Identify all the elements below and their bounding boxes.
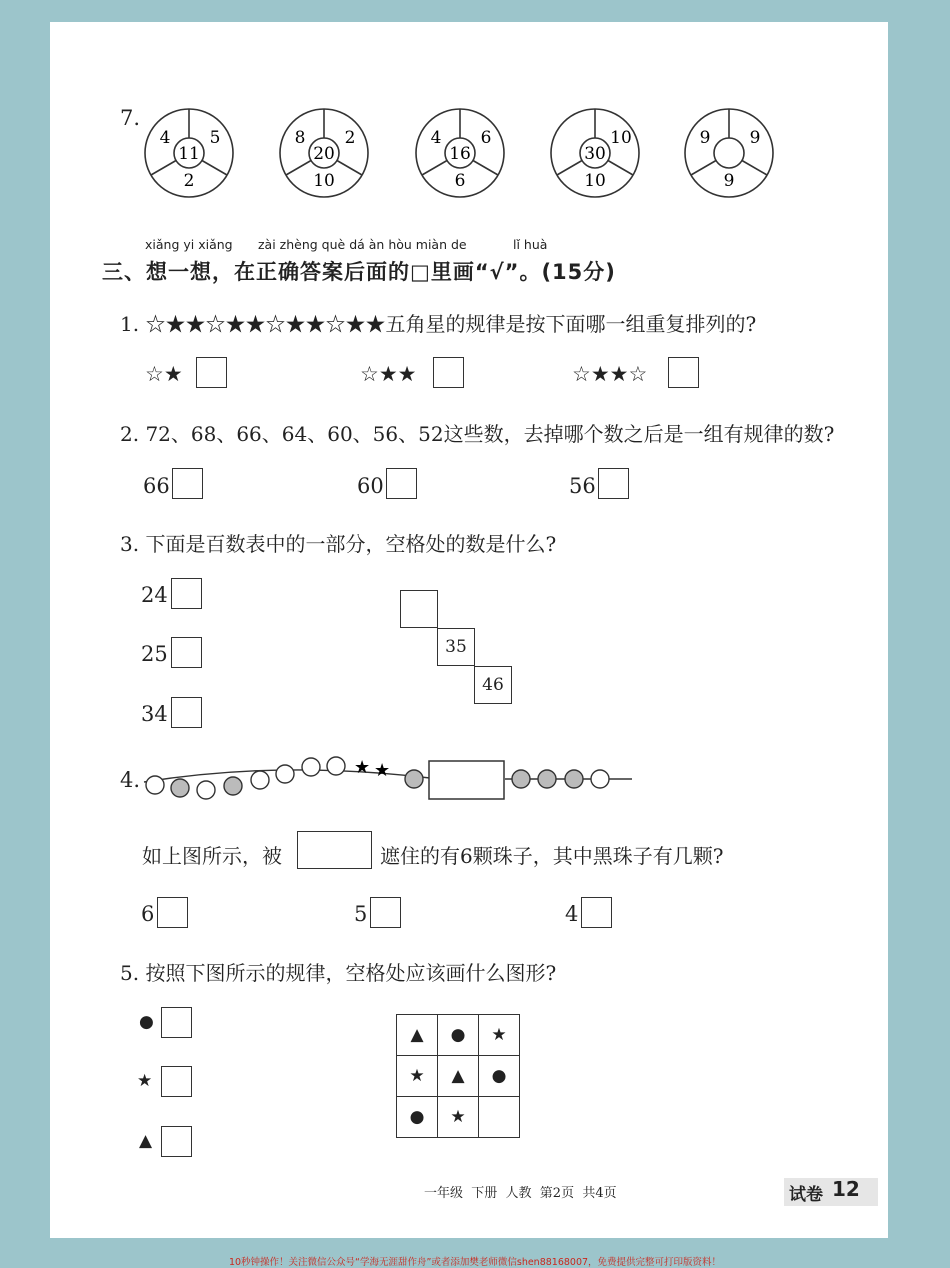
q3-answer-box-c[interactable] <box>171 697 202 728</box>
bead-white <box>591 770 609 788</box>
bead-black <box>171 779 189 797</box>
pinyin-2: zài zhèng què dá àn hòu miàn de <box>258 237 467 252</box>
badge-number: 12 <box>832 1177 860 1201</box>
circle-center: 20 <box>313 144 335 164</box>
q2-answer-box-a[interactable] <box>172 468 203 499</box>
q4-text-before: 如上图所示，被 <box>142 844 282 868</box>
bead-black <box>565 770 583 788</box>
grid-cell-blank <box>479 1097 520 1138</box>
number-circle-5 <box>680 103 780 203</box>
bead-white <box>197 781 215 799</box>
q1-text: 1. ☆★★☆★★☆★★☆★★五角星的规律是按下面哪一组重复排列的? <box>120 312 757 336</box>
q4-option-b: 5 <box>354 902 368 926</box>
circle-center: 16 <box>449 144 471 164</box>
q2-answer-box-c[interactable] <box>598 468 629 499</box>
q4-option-c: 4 <box>565 902 579 926</box>
hundred-chart-blank <box>400 590 438 628</box>
q3-answer-box-b[interactable] <box>171 637 202 668</box>
q4-answer-box-b[interactable] <box>370 897 401 928</box>
q4-answer-box-c[interactable] <box>581 897 612 928</box>
number-circle <box>145 109 233 197</box>
q2-option-a: 66 <box>143 474 170 498</box>
bead-star: ★ <box>374 760 391 781</box>
badge-label: 试卷 <box>789 1185 823 1205</box>
q3-option-b: 25 <box>141 642 168 666</box>
hundred-chart-cell: 46 <box>474 666 512 704</box>
q4-option-a: 6 <box>141 902 155 926</box>
q5-answer-box-a[interactable] <box>161 1007 192 1038</box>
q2-option-c: 56 <box>569 474 596 498</box>
q7-label: 7. <box>120 106 141 130</box>
bead-black <box>405 770 423 788</box>
q4-answer-box-a[interactable] <box>157 897 188 928</box>
q1-option-b: ☆★★ <box>360 362 417 386</box>
q5-option-a: ● <box>139 1012 154 1032</box>
grid-cell: ● <box>479 1056 520 1097</box>
q1-answer-box-a[interactable] <box>196 357 227 388</box>
circle-left: 4 <box>159 128 171 148</box>
circle-right: 9 <box>749 128 761 148</box>
circle-bottom: 2 <box>183 171 195 191</box>
q3-answer-box-a[interactable] <box>171 578 202 609</box>
number-circle <box>416 109 504 197</box>
q3-option-a: 24 <box>141 583 168 607</box>
q5-answer-box-b[interactable] <box>161 1066 192 1097</box>
bead-black <box>224 777 242 795</box>
circle-right: 2 <box>344 128 356 148</box>
circle-center: 30 <box>584 144 606 164</box>
circle-bottom: 6 <box>454 171 466 191</box>
q4-text-after: 遮住的有6颗珠子，其中黑珠子有几颗? <box>380 844 724 868</box>
bead-star: ★ <box>354 757 371 778</box>
circle-left: 9 <box>699 128 711 148</box>
bead-string <box>140 752 640 812</box>
grid-cell: ★ <box>438 1097 479 1138</box>
bead-black <box>512 770 530 788</box>
bead-white <box>327 757 345 775</box>
circle-right: 10 <box>610 128 632 148</box>
circle-bottom: 9 <box>723 171 735 191</box>
q3-option-c: 34 <box>141 702 168 726</box>
q5-option-c: ▲ <box>139 1131 153 1151</box>
q1-answer-box-c[interactable] <box>668 357 699 388</box>
circle-left: 8 <box>294 128 306 148</box>
shape-grid <box>396 1014 520 1138</box>
q2-answer-box-b[interactable] <box>386 468 417 499</box>
q3-text: 3. 下面是百数表中的一部分，空格处的数是什么? <box>120 532 557 556</box>
q2-text: 2. 72、68、66、64、60、56、52这些数，去掉哪个数之后是一组有规律的数? <box>120 422 835 446</box>
number-circle <box>280 109 368 197</box>
grid-cell: ▲ <box>397 1015 438 1056</box>
bottom-banner: 10秒钟操作！关注微信公众号“学海无涯甜作舟”或者添加樊老师微信shen88168007，免费提供完整可打印版资料！ <box>228 1257 722 1268</box>
grid-cell: ● <box>438 1015 479 1056</box>
q2-option-b: 60 <box>357 474 384 498</box>
q5-text: 5. 按照下图所示的规律，空格处应该画什么图形? <box>120 961 557 985</box>
bead-black <box>538 770 556 788</box>
q4-label: 4. <box>120 768 141 792</box>
q1-option-c: ☆★★☆ <box>572 362 648 386</box>
q7-circles <box>140 103 660 203</box>
q1-answer-box-b[interactable] <box>433 357 464 388</box>
grid-cell: ● <box>397 1097 438 1138</box>
grid-cell: ★ <box>479 1015 520 1056</box>
pinyin-3: lǐ huà <box>513 237 548 252</box>
circle-center: 11 <box>178 144 200 164</box>
number-circle <box>551 109 639 197</box>
footer-info: 一年级 下册 人教 第2页 共4页 <box>424 1186 617 1201</box>
bead-white <box>276 765 294 783</box>
grid-cell: ▲ <box>438 1056 479 1097</box>
circle-right: 6 <box>480 128 492 148</box>
q4-cover-box <box>297 831 372 869</box>
hundred-chart-cell: 35 <box>437 628 475 666</box>
bead-white <box>251 771 269 789</box>
pinyin-1: xiǎng yi xiǎng <box>145 237 233 252</box>
bead-cover <box>429 761 504 799</box>
grid-cell: ★ <box>397 1056 438 1097</box>
q5-answer-box-c[interactable] <box>161 1126 192 1157</box>
bead-white <box>146 776 164 794</box>
q1-option-a: ☆★ <box>145 362 183 386</box>
q5-option-b: ★ <box>137 1071 153 1091</box>
circle-right: 5 <box>209 128 221 148</box>
circle-left: 4 <box>430 128 442 148</box>
bead-white <box>302 758 320 776</box>
circle-bottom: 10 <box>313 171 335 191</box>
section-heading: 三、想一想，在正确答案后面的□里画“√”。(15分) <box>102 260 616 284</box>
circle-bottom: 10 <box>584 171 606 191</box>
